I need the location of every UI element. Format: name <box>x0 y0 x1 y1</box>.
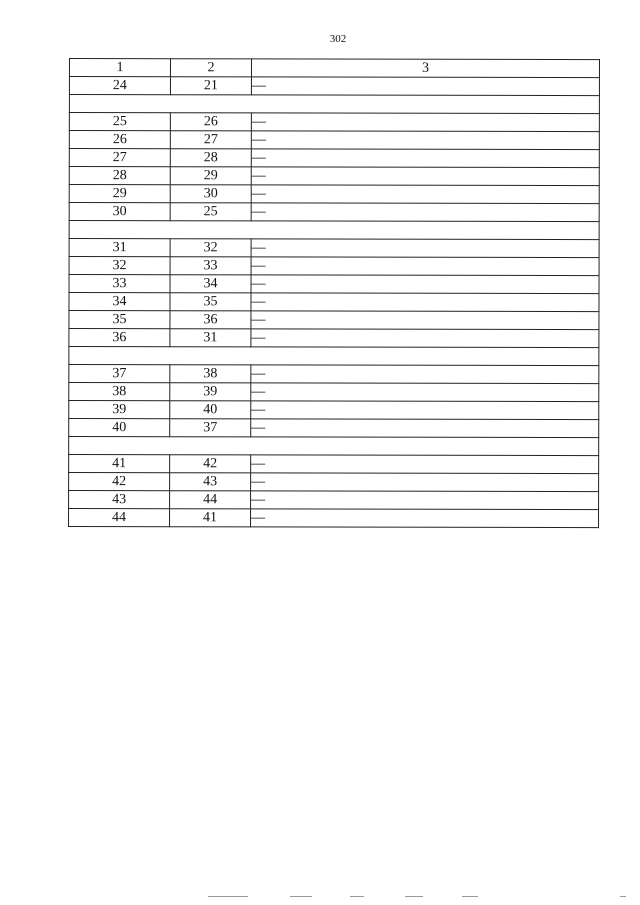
cell-col-1: 35 <box>69 311 170 329</box>
cell-col-3: — <box>251 509 599 528</box>
cell-col-2: 38 <box>170 365 251 383</box>
cell-col-1: 40 <box>69 419 170 437</box>
cell-col-2: 30 <box>170 185 251 203</box>
table-row <box>69 203 599 222</box>
bottom-scan-marks <box>200 896 630 900</box>
cell-col-1: 33 <box>69 275 170 293</box>
cell-col-3: — <box>251 311 599 330</box>
cell-col-2: 37 <box>170 419 251 437</box>
group-separator-cell <box>69 347 599 366</box>
table-row <box>69 455 599 474</box>
cell-col-1: 38 <box>69 383 170 401</box>
cell-col-3: — <box>251 185 599 204</box>
table-row <box>69 149 599 168</box>
header-row <box>69 59 599 78</box>
cell-col-1: 24 <box>69 77 170 95</box>
cell-col-1: 34 <box>69 293 170 311</box>
table-row <box>69 293 599 312</box>
group-separator-row <box>69 347 599 366</box>
cell-col-3: — <box>251 167 599 186</box>
table-row <box>69 131 599 150</box>
column-header-2: 2 <box>170 59 251 77</box>
cell-col-3: — <box>251 401 599 420</box>
table-row <box>69 365 599 384</box>
cell-col-1: 26 <box>69 131 170 149</box>
cell-col-1: 28 <box>69 167 170 185</box>
group-separator-cell <box>69 95 599 114</box>
group-separator-row <box>69 437 599 456</box>
cell-col-1: 30 <box>69 203 170 221</box>
group-separator-row <box>69 95 599 114</box>
cell-col-2: 33 <box>170 257 251 275</box>
cell-col-1: 32 <box>69 257 170 275</box>
table-row <box>69 167 599 186</box>
cell-col-3: — <box>251 131 599 150</box>
table-row <box>69 473 599 492</box>
cell-col-2: 44 <box>170 491 251 509</box>
cell-col-2: 28 <box>170 149 251 167</box>
table-row <box>69 239 599 258</box>
column-header-1: 1 <box>69 59 170 77</box>
cell-col-1: 37 <box>69 365 170 383</box>
cell-col-3: — <box>251 383 599 402</box>
cell-col-1: 44 <box>69 509 170 527</box>
table-row <box>69 311 599 330</box>
cell-col-1: 39 <box>69 401 170 419</box>
cell-col-2: 25 <box>170 203 251 221</box>
table-row <box>69 113 599 132</box>
group-separator-cell <box>69 221 599 240</box>
cell-col-1: 43 <box>69 491 170 509</box>
table-row <box>69 401 599 420</box>
cell-col-2: 43 <box>170 473 251 491</box>
table-row <box>69 491 599 510</box>
cell-col-3: — <box>251 293 599 312</box>
table-row <box>69 185 599 204</box>
table-row <box>69 419 599 438</box>
table-row <box>69 275 599 294</box>
cell-col-3: — <box>251 113 599 132</box>
cell-col-2: 21 <box>170 77 251 95</box>
group-separator-row <box>69 221 599 240</box>
cell-col-3: — <box>251 491 599 510</box>
cell-col-2: 26 <box>170 113 251 131</box>
table-row <box>69 257 599 276</box>
group-separator-cell <box>69 437 599 456</box>
table-row <box>69 383 599 402</box>
cell-col-2: 35 <box>170 293 251 311</box>
cell-col-3: — <box>251 149 599 168</box>
cell-col-2: 42 <box>170 455 251 473</box>
data-table <box>68 58 600 528</box>
cell-col-3: — <box>251 239 599 258</box>
cell-col-3: — <box>251 203 599 222</box>
cell-col-2: 32 <box>170 239 251 257</box>
cell-col-3: — <box>251 455 599 474</box>
cell-col-2: 39 <box>170 383 251 401</box>
cell-col-1: 41 <box>69 455 170 473</box>
cell-col-1: 36 <box>69 329 170 347</box>
page-number: 302 <box>329 33 347 45</box>
cell-col-2: 29 <box>170 167 251 185</box>
table-body <box>69 77 600 528</box>
table-row <box>69 509 599 528</box>
cell-col-1: 42 <box>69 473 170 491</box>
cell-col-2: 40 <box>170 401 251 419</box>
cell-col-2: 34 <box>170 275 251 293</box>
table-row <box>69 77 599 96</box>
cell-col-3: — <box>251 419 599 438</box>
cell-col-1: 27 <box>69 149 170 167</box>
column-header-3: 3 <box>251 59 599 78</box>
cell-col-3: — <box>251 329 599 348</box>
cell-col-3: — <box>251 77 599 96</box>
cell-col-1: 25 <box>69 113 170 131</box>
cell-col-1: 31 <box>69 239 170 257</box>
cell-col-3: — <box>251 365 599 384</box>
cell-col-2: 36 <box>170 311 251 329</box>
cell-col-3: — <box>251 275 599 294</box>
cell-col-2: 27 <box>170 131 251 149</box>
cell-col-3: — <box>251 257 599 276</box>
cell-col-2: 41 <box>170 509 251 527</box>
cell-col-1: 29 <box>69 185 170 203</box>
table-row <box>69 329 599 348</box>
cell-col-3: — <box>251 473 599 492</box>
cell-col-2: 31 <box>170 329 251 347</box>
